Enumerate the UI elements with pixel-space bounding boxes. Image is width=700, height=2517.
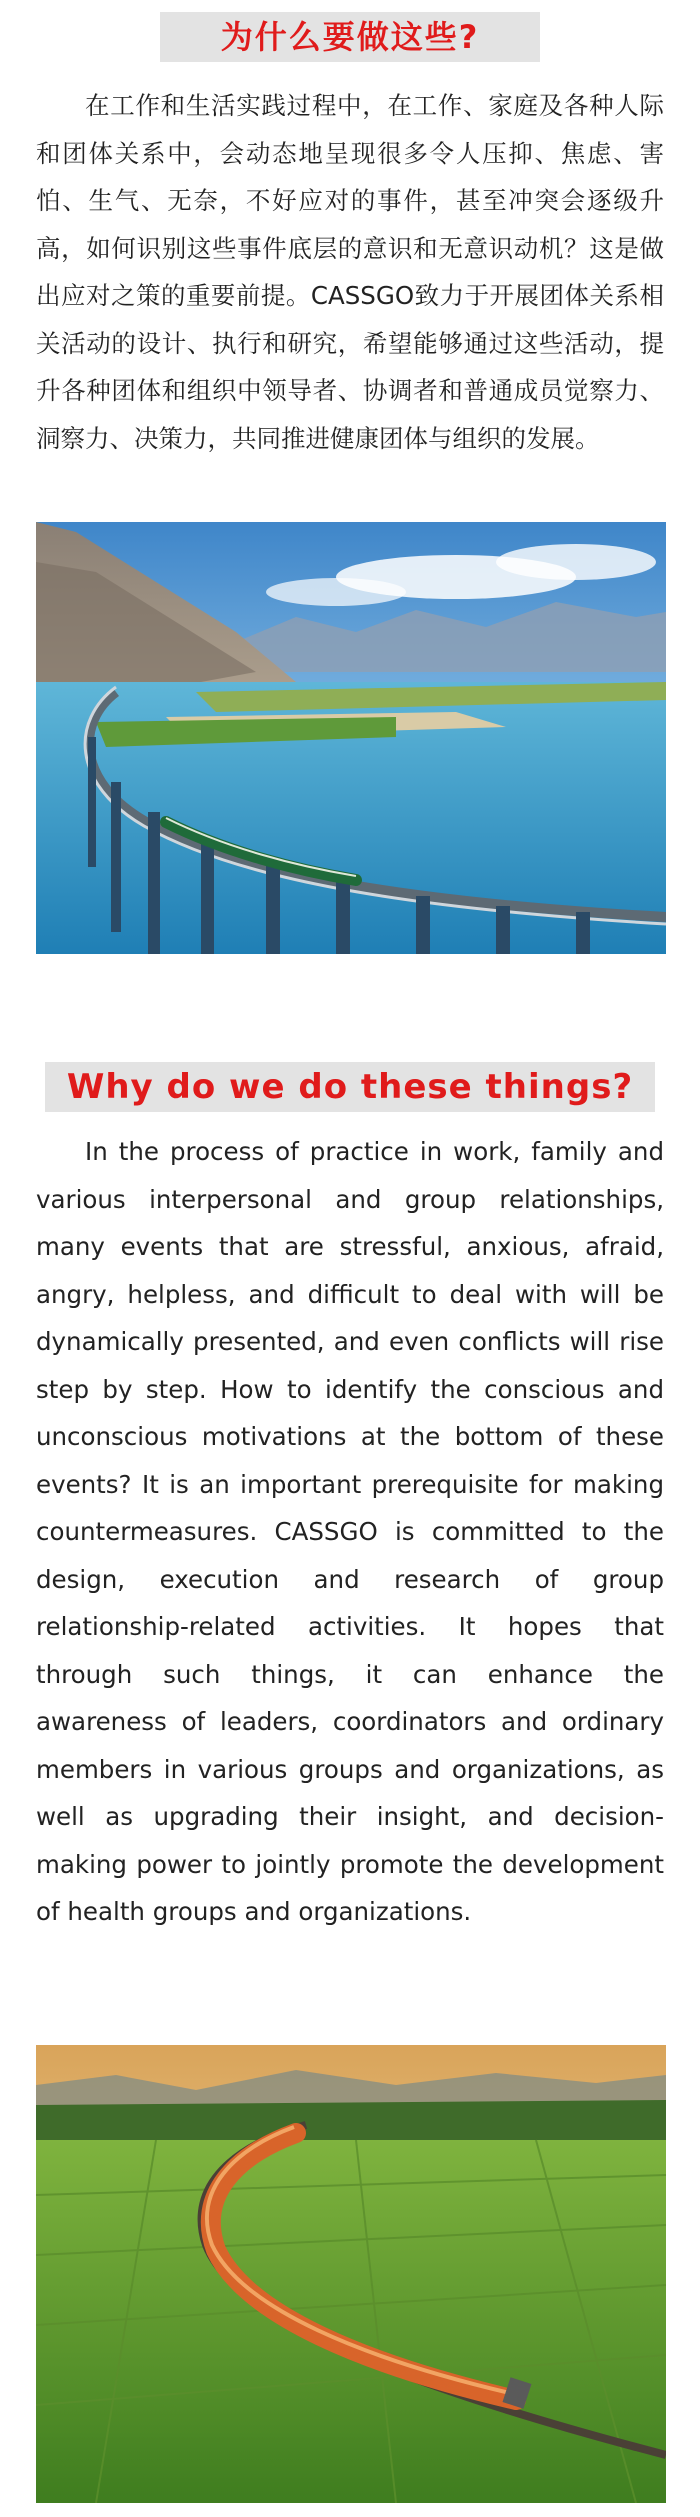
chinese-paragraph: 在工作和生活实践过程中，在工作、家庭及各种人际和团体关系中，会动态地呈现很多令人压抑、焦虑、害怕、生气、无奈，不好应对的事件，甚至冲突会逐级升高，如何识别这些事件底层的意识和无意识动机？这是做出应对之策的重要前提。CASSGO致力于开展团体关系相关活动的设计、执行和研究，希望能够通过这些活动，提升各种团体和组织中领导者、协调者和普通成员觉察力、洞察力、决策力，共同推进健康团体与组织的发展。 [36, 91, 664, 453]
chinese-section [0, 0, 700, 462]
chinese-heading: 为什么要做这些? [160, 12, 540, 62]
english-paragraph: In the process of practice in work, family and various interpersonal and group relationships, many events that are stressful, anxious, afraid, angry, helpless, and difficult to deal with will be dynamically presented, and even conflicts will rise step by step. How to identify the conscious and unconscious motivations at the bottom of these events? It is an important prerequisite for making countermeasures. CASSGO is committed to the design, execution and research of group relationship-related activities. It hopes that through such things, it can enhance the awareness of leaders, coordinators and ordinary members in various groups and organizations, as well as upgrading their insight, and decision-making power to jointly promote the development of health groups and organizations. [36, 1137, 664, 1926]
train-fields-photo [36, 2045, 666, 2503]
train-bridge-illustration [36, 522, 666, 954]
english-section [0, 1062, 700, 1936]
train-fields-illustration [36, 2045, 666, 2503]
english-heading: Why do we do these things? [45, 1062, 655, 1112]
train-bridge-photo [36, 522, 666, 954]
